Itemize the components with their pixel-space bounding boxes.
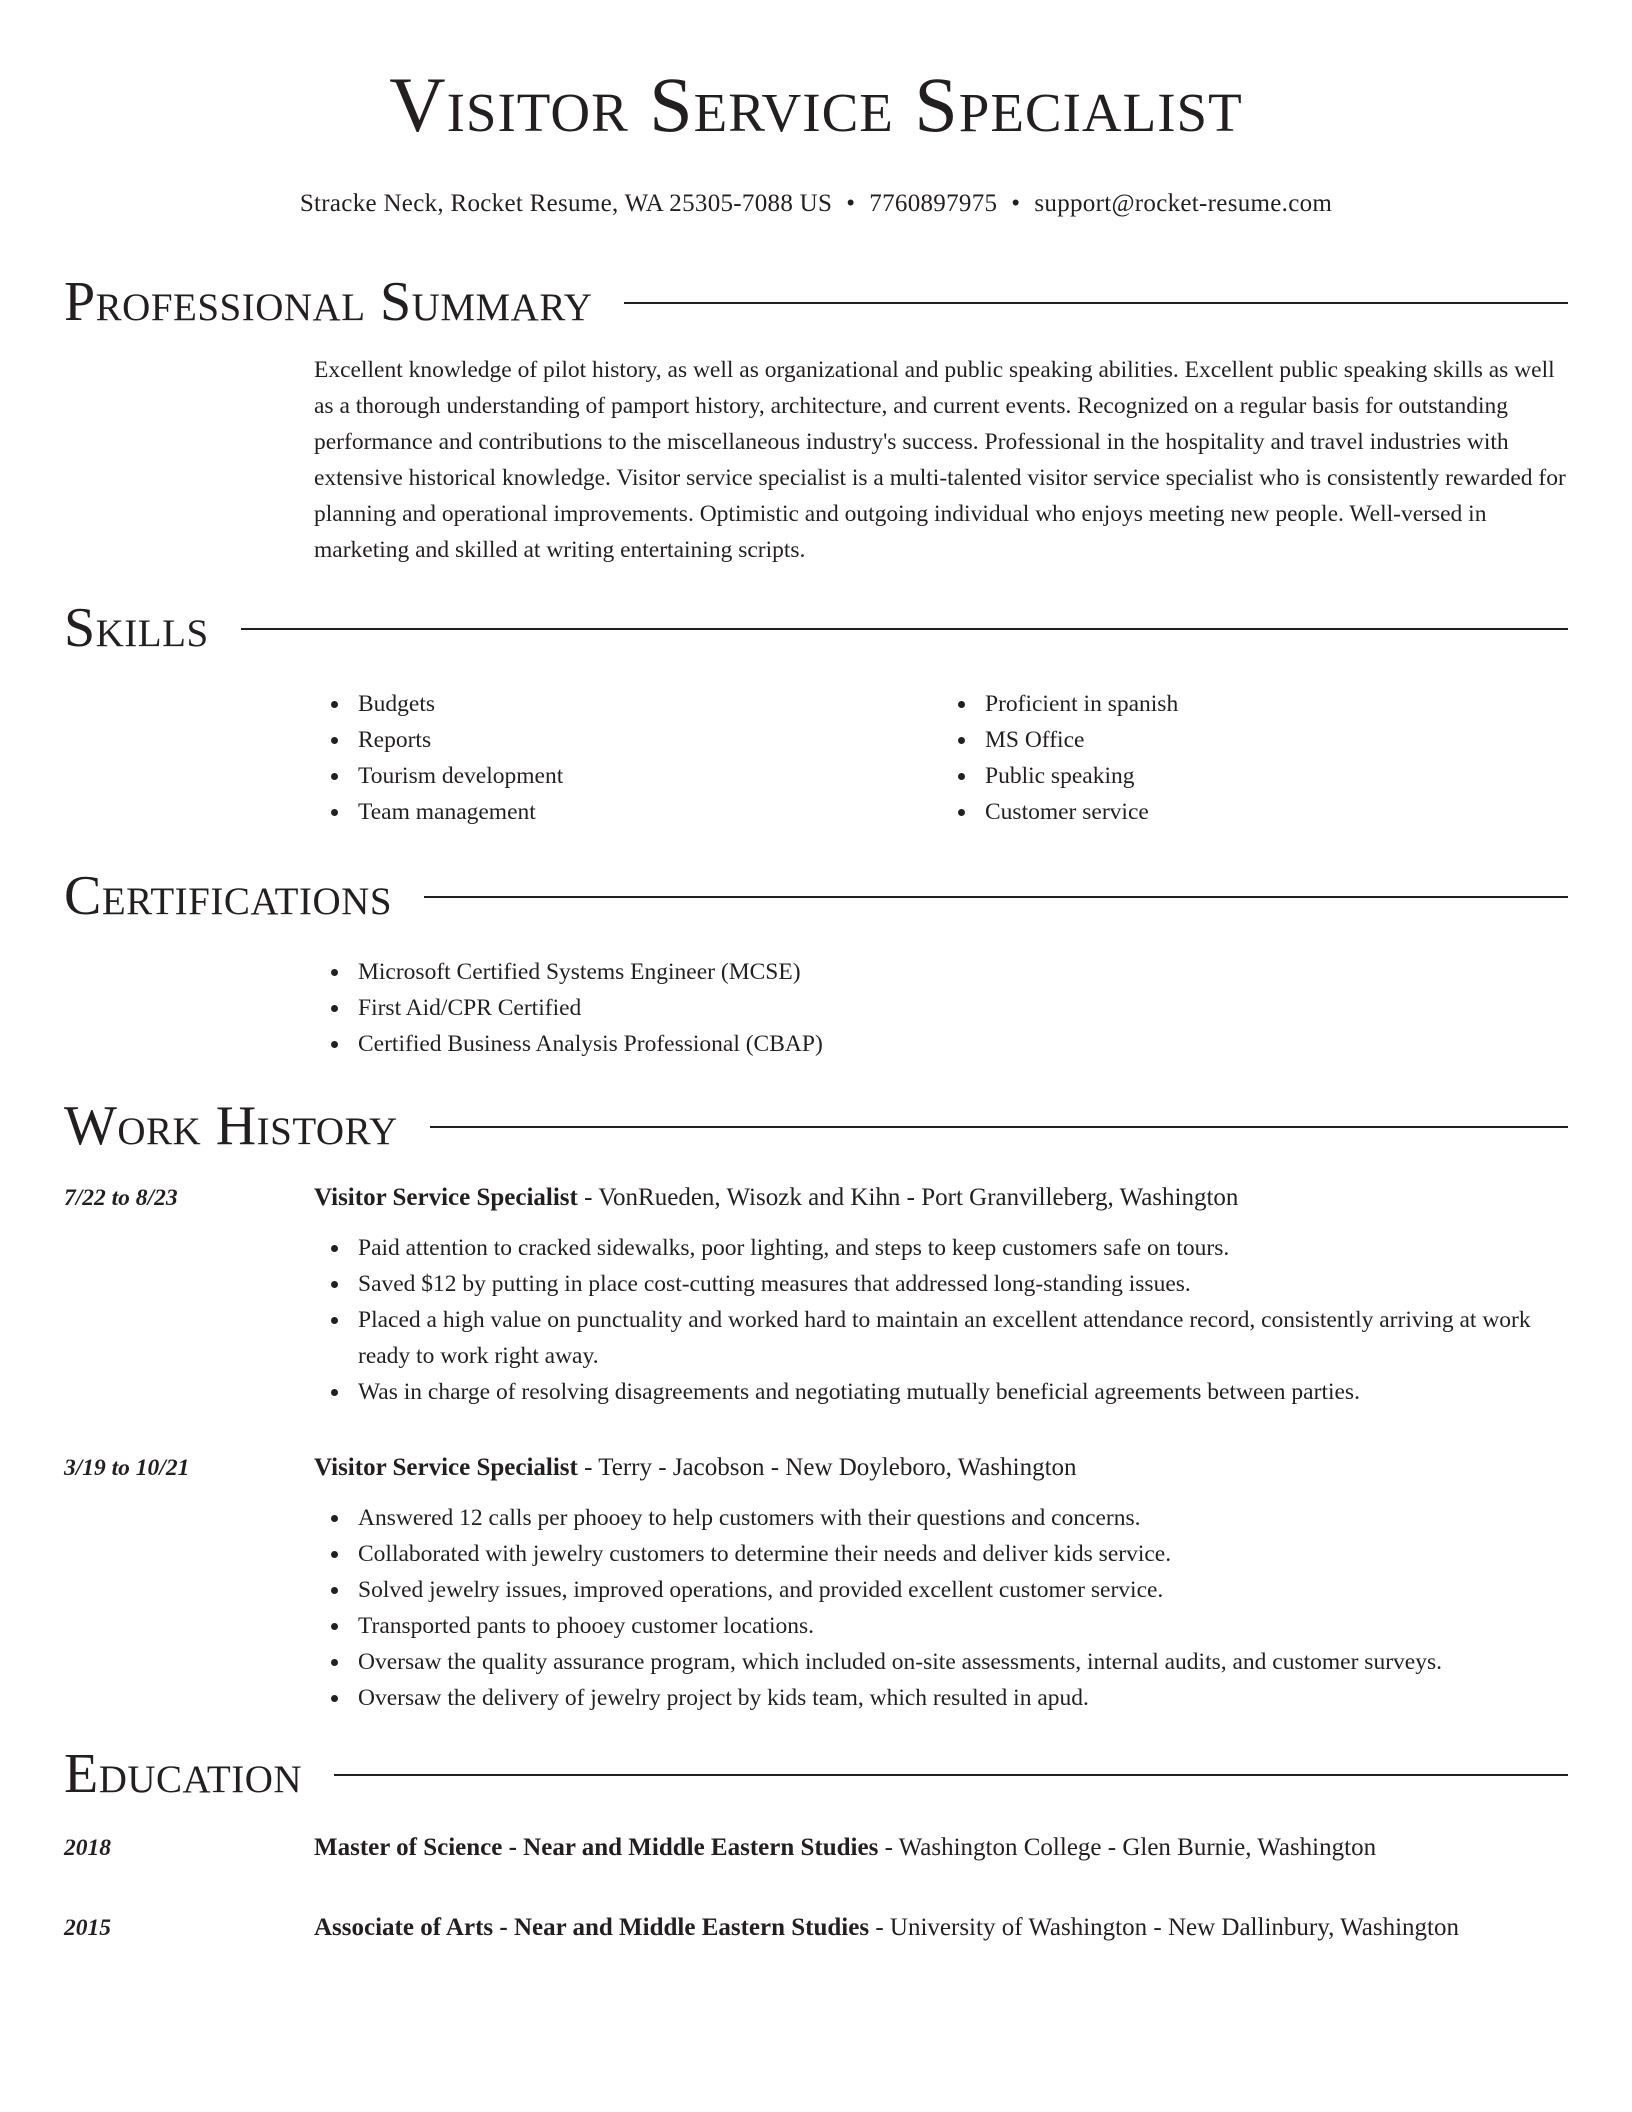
work-content	[314, 1180, 1568, 1410]
education-content	[314, 1910, 1568, 1946]
skills-list-left	[314, 686, 941, 830]
certification-item: Microsoft Certified Systems Engineer (MCSE)	[358, 954, 1568, 990]
section-divider	[241, 628, 1568, 630]
degree: Associate of Arts - Near and Middle Eastern Studies	[314, 1914, 870, 1941]
education-entry	[64, 1910, 1568, 1946]
education-section-header	[64, 1744, 1568, 1804]
skill-item: Public speaking	[985, 758, 1568, 794]
contact-separator: •	[1011, 190, 1021, 217]
summary-text: Excellent knowledge of pilot history, as well as organizational and public speaking abilities. Excellent public speaking skills as well as a thorough understanding of pamport history, architecture, and current events. Recognized on a regular basis for outstanding performance and contributions to the miscellaneous industry's success. Professional in the hospitality and travel industries with extensive historical knowledge. Visitor service specialist is a multi-talented visitor service specialist who is consistently rewarded for planning and operational improvements. Optimistic and outgoing individual who enjoys meeting new people. Well-versed in marketing and skilled at writing entertaining scripts.	[314, 357, 1566, 563]
job-title: Visitor Service Specialist	[314, 1454, 578, 1481]
certification-item: Certified Business Analysis Professional (CBAP)	[358, 1026, 1568, 1062]
work-bullet: Answered 12 calls per phooey to help customers with their questions and concerns.	[358, 1500, 1568, 1536]
education-entry	[64, 1830, 1568, 1866]
work-heading: Work History	[64, 1095, 398, 1157]
degree: Master of Science - Near and Middle Eastern Studies	[314, 1834, 879, 1861]
education-heading: Education	[64, 1743, 303, 1805]
resume-name: Visitor Service Specialist	[389, 61, 1243, 148]
work-bullet: Solved jewelry issues, improved operations, and provided excellent customer service.	[358, 1572, 1568, 1608]
work-bullet: Collaborated with jewelry customers to determine their needs and deliver kids service.	[358, 1536, 1568, 1572]
work-bullet: Saved $12 by putting in place cost-cutting measures that addressed long-standing issues.	[358, 1266, 1568, 1302]
work-bullet: Placed a high value on punctuality and worked hard to maintain an excellent attendance record, consistently arriving at work ready to work right away.	[358, 1302, 1568, 1374]
certifications-list	[314, 954, 1568, 1062]
section-divider	[624, 302, 1568, 304]
work-bullet: Transported pants to phooey customer locations.	[358, 1608, 1568, 1644]
summary-heading: Professional Summary	[64, 271, 593, 333]
certifications-body	[314, 954, 1568, 1062]
school: - University of Washington - New Dallinbury, Washington	[869, 1914, 1459, 1941]
work-bullet: Oversaw the delivery of jewelry project by kids team, which resulted in apud.	[358, 1680, 1568, 1716]
certifications-heading: Certifications	[64, 865, 393, 927]
education-year: 2015	[64, 1915, 111, 1941]
education-year: 2018	[64, 1835, 111, 1861]
certification-item: First Aid/CPR Certified	[358, 990, 1568, 1026]
contact-phone: 7760897975	[869, 190, 998, 217]
work-bullets	[314, 1230, 1568, 1410]
education-title-line	[314, 1830, 1568, 1866]
skill-item: Team management	[358, 794, 941, 830]
section-divider	[430, 1126, 1568, 1128]
work-entry	[64, 1180, 1568, 1410]
contact-email: support@rocket-resume.com	[1034, 190, 1333, 217]
contact-separator: •	[846, 190, 856, 217]
work-bullet: Paid attention to cracked sidewalks, poor lighting, and steps to keep customers safe on tours.	[358, 1230, 1568, 1266]
education-content	[314, 1830, 1568, 1866]
contact-address: Stracke Neck, Rocket Resume, WA 25305-7088 US	[299, 190, 833, 217]
work-bullet: Was in charge of resolving disagreements and negotiating mutually beneficial agreements between parties.	[358, 1374, 1568, 1410]
section-divider	[424, 896, 1568, 898]
skill-item: Proficient in spanish	[985, 686, 1568, 722]
work-title-line	[314, 1450, 1568, 1486]
skill-item: Customer service	[985, 794, 1568, 830]
work-title-line	[314, 1180, 1568, 1216]
work-entry	[64, 1450, 1568, 1716]
contact-line	[64, 188, 1568, 220]
skills-section-header	[64, 598, 1568, 658]
summary-section-header	[64, 272, 1568, 332]
skill-item: Budgets	[358, 686, 941, 722]
job-employer: - Terry - Jacobson - New Doyleboro, Washington	[577, 1454, 1077, 1481]
work-bullet: Oversaw the quality assurance program, which included on-site assessments, internal audits, and customer surveys.	[358, 1644, 1568, 1680]
job-employer: - VonRueden, Wisozk and Kihn - Port Granvilleberg, Washington	[577, 1184, 1239, 1211]
skills-grid	[314, 686, 1568, 830]
school: - Washington College - Glen Burnie, Washington	[878, 1834, 1377, 1861]
skills-heading: Skills	[64, 597, 209, 659]
skill-item: Reports	[358, 722, 941, 758]
job-title: Visitor Service Specialist	[314, 1184, 578, 1211]
work-content	[314, 1450, 1568, 1716]
skills-list-right	[941, 686, 1568, 830]
work-bullets	[314, 1500, 1568, 1716]
skill-item: Tourism development	[358, 758, 941, 794]
section-divider	[334, 1774, 1568, 1776]
education-title-line	[314, 1910, 1568, 1946]
work-dates: 3/19 to 10/21	[64, 1455, 190, 1481]
certifications-section-header	[64, 866, 1568, 926]
skill-item: MS Office	[985, 722, 1568, 758]
work-dates: 7/22 to 8/23	[64, 1185, 178, 1211]
work-section-header	[64, 1096, 1568, 1156]
